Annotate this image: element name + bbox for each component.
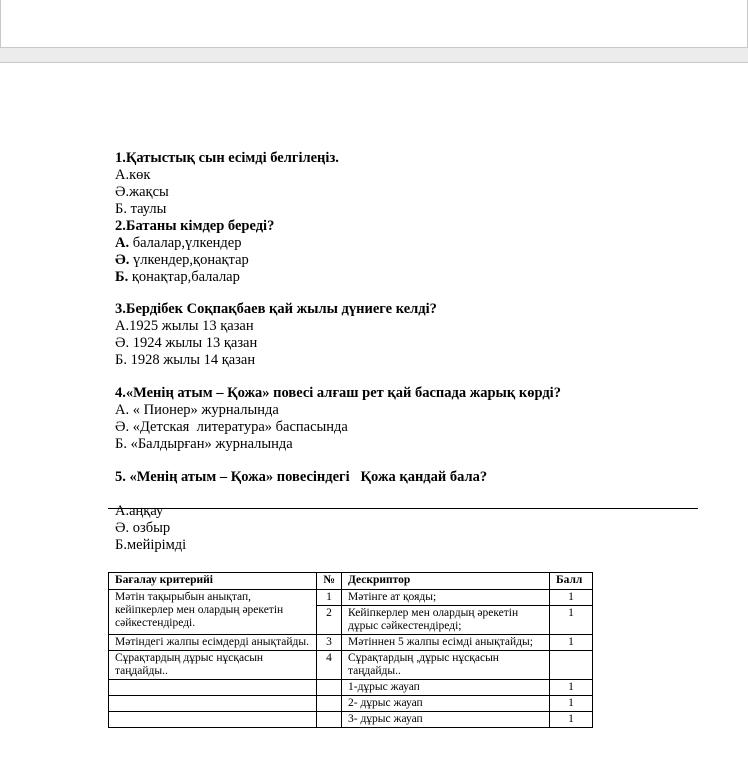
question-4-option-ae: Ә. «Детская литература» баспасында (115, 419, 348, 435)
header-descriptor: Дескриптор (342, 573, 550, 590)
descriptor-cell: 2- дұрыс жауап (342, 696, 550, 712)
question-2-option-ae (115, 252, 274, 269)
descriptor-cell: 1-дұрыс жауап (342, 680, 550, 696)
descriptor-cell: Мәтіннен 5 жалпы есімді анықтайды; (342, 635, 550, 651)
number-cell: 1 (317, 590, 342, 606)
question-2-text: 2.Батаны кімдер береді? (115, 218, 275, 234)
table-row (109, 590, 593, 606)
question-3-option-b: Б. 1928 жылы 14 қазан (115, 352, 256, 368)
score-cell: 1 (550, 635, 593, 651)
descriptor-cell: 3- дұрыс жауап (342, 712, 550, 728)
question-3-option-ae: Ә. 1924 жылы 13 қазан (115, 335, 258, 351)
criterion-cell (109, 696, 317, 712)
descriptor-cell: Кейіпкерлер мен олардың әрекетін дұрыс сәйкестендіреді; (342, 606, 550, 635)
criterion-cell: Мәтін тақырыбын анықтап, кейіпкерлер мен олардың әрекетін сәйкестендіреді. (109, 590, 317, 635)
question-3-text: 3.Бердібек Соқпақбаев қай жылы дүниеге келді? (115, 301, 437, 317)
option-text: қонақтар,балалар (128, 269, 240, 285)
header-number: № (317, 573, 342, 590)
table-row (109, 651, 593, 680)
question-2-option-b (115, 269, 274, 286)
option-text: үлкендер,қонақтар (129, 252, 249, 268)
number-cell: 4 (317, 651, 342, 680)
score-cell: 1 (550, 696, 593, 712)
question-5 (115, 469, 487, 486)
number-cell (317, 680, 342, 696)
criterion-cell: Сұрақтардың дұрыс нұсқасын таңдайды.. (109, 651, 317, 680)
previous-page (0, 0, 748, 48)
question-5-options (115, 503, 186, 554)
number-cell: 2 (317, 606, 342, 635)
question-5-option-a: А.аңқау (115, 503, 164, 519)
number-cell (317, 696, 342, 712)
question-4-option-b: Б. «Балдырған» журналында (115, 436, 293, 452)
score-cell: 1 (550, 680, 593, 696)
header-score: Балл (550, 573, 593, 590)
question-4-option-a: А. « Пионер» журналында (115, 402, 279, 418)
table-row (109, 635, 593, 651)
option-letter: Б. (115, 269, 129, 285)
score-cell: 1 (550, 590, 593, 606)
table-row (109, 696, 593, 712)
question-2-option-a (115, 235, 274, 252)
question-1-option-a: А.көк (115, 167, 151, 183)
score-cell: 1 (550, 606, 593, 635)
question-4 (115, 385, 561, 453)
score-cell: 1 (550, 712, 593, 728)
descriptor-cell: Сұрақтардың ,дұрыс нұсқасын таңдайды.. (342, 651, 550, 680)
table-top-rule (108, 508, 698, 509)
number-cell (317, 712, 342, 728)
assessment-criteria-table (108, 572, 593, 728)
question-5-option-b: Б.мейірімді (115, 537, 187, 553)
option-letter: А. (115, 235, 130, 251)
score-cell (550, 651, 593, 680)
descriptor-cell: Мәтінге ат қояды; (342, 590, 550, 606)
question-3 (115, 301, 437, 369)
question-1-option-ae: Ә.жақсы (115, 184, 169, 200)
table-row (109, 712, 593, 728)
question-1 (115, 150, 339, 218)
table-row (109, 680, 593, 696)
option-letter: Ә. (115, 252, 130, 268)
question-5-text: 5. «Менің атым – Қожа» повесіндегі Қожа қандай бала? (115, 469, 488, 485)
option-text: балалар,үлкендер (129, 235, 242, 251)
question-2 (115, 218, 274, 286)
table-header-row (109, 573, 593, 590)
header-criterion: Бағалау критерийі (109, 573, 317, 590)
question-3-option-a: А.1925 жылы 13 қазан (115, 318, 254, 334)
question-4-text: 4.«Менің атым – Қожа» повесі алғаш рет қай баспада жарық көрді? (115, 385, 561, 401)
question-1-text: 1.Қатыстық сын есімді белгілеңіз. (115, 150, 339, 166)
criterion-cell: Мәтіндегі жалпы есімдерді анықтайды. (109, 635, 317, 651)
criterion-cell (109, 712, 317, 728)
question-5-option-ae: Ә. озбыр (115, 520, 171, 536)
number-cell: 3 (317, 635, 342, 651)
question-1-option-b: Б. таулы (115, 201, 167, 217)
criterion-cell (109, 680, 317, 696)
